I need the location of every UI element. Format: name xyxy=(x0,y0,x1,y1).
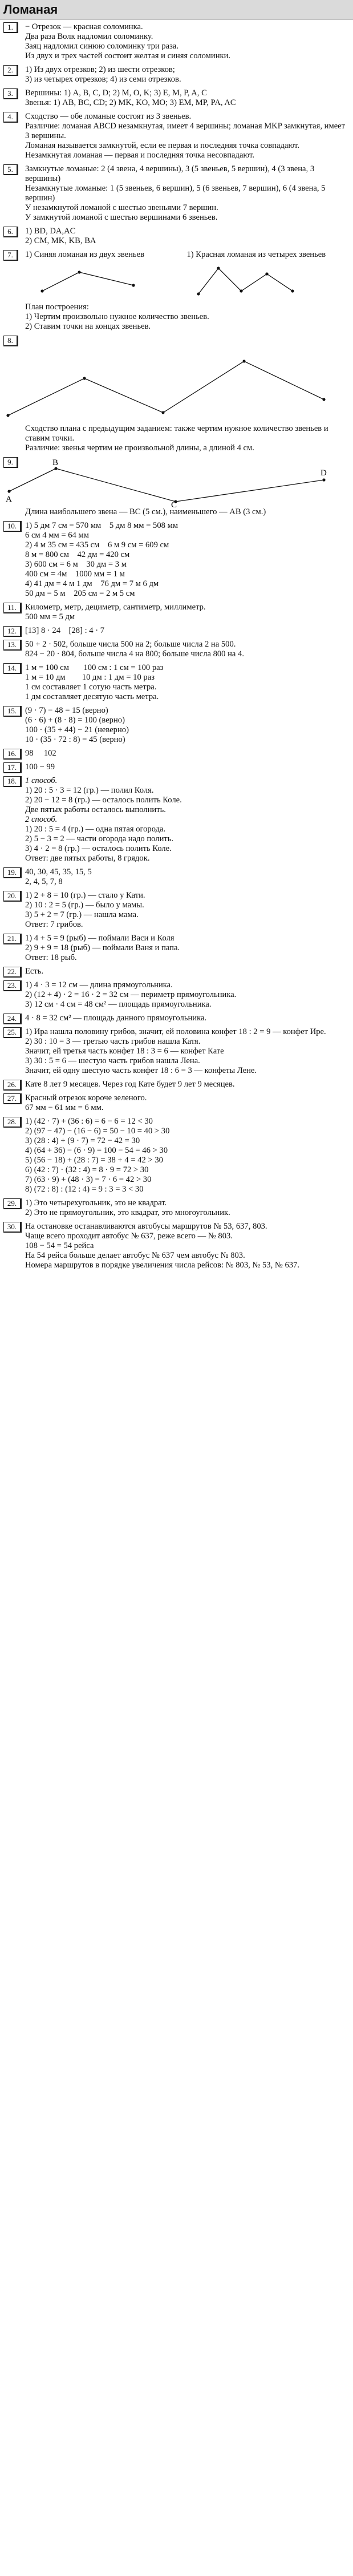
solution-line: 8 м = 800 см 42 дм = 420 см xyxy=(25,550,130,559)
solution-line: 50 дм = 5 м 205 см = 2 м 5 см xyxy=(25,589,135,598)
solution-line: 500 мм = 5 дм xyxy=(25,612,75,621)
task-16 xyxy=(0,746,353,760)
solution-line: 40, 30, 45, 35, 15, 5 xyxy=(25,867,92,877)
solution-line: Сходство — обе ломаные состоят из 3 звеньев. xyxy=(25,112,192,121)
solution-line: 1) 2 + 8 = 10 (гр.) — стало у Кати. xyxy=(25,891,145,900)
solution-line: 6) (42 : 7) · (32 : 4) = 8 · 9 = 72 > 30 xyxy=(25,1165,149,1174)
task-number: 13. xyxy=(3,640,22,651)
solution-line: 1) Ира нашла половину грибов, значит, ей половина конфет 18 : 2 = 9 — конфет Ире. xyxy=(25,1027,326,1036)
red-polyline-drawing xyxy=(187,260,335,300)
task-number: 2. xyxy=(3,65,18,76)
solution-line: 2) 20 − 12 = 8 (гр.) — осталось полить Коле. xyxy=(25,796,182,805)
task-26 xyxy=(0,1077,353,1091)
solution-line: 2) 4 м 35 см = 435 см 6 м 9 см = 609 см xyxy=(25,540,169,550)
solution-line: 400 см = 4м 1000 мм = 1 м xyxy=(25,570,125,579)
solution-line: 1) 4 · 3 = 12 см — длина прямоугольника. xyxy=(25,980,173,990)
task-17 xyxy=(0,760,353,774)
solution-line: 108 − 54 = 54 рейса xyxy=(25,1241,94,1250)
solution-line: Километр, метр, дециметр, сантиметр, миллиметр. xyxy=(25,603,206,612)
task-14 xyxy=(0,661,353,704)
solution-line: Ответ: две пятых работы, 8 грядок. xyxy=(25,854,150,863)
task-6 xyxy=(0,224,353,248)
solution-line: 2) 5 − 3 = 2 — части огорода надо полить. xyxy=(25,834,174,843)
task-number: 6. xyxy=(3,227,18,237)
solution-line: Сходство плана с предыдущим заданием: также чертим нужное количество звеньев и ставим точки. xyxy=(25,424,331,443)
vertex-point xyxy=(322,478,325,481)
task-9 xyxy=(0,455,353,519)
solution-line: Ответ: 18 рыб. xyxy=(25,953,77,962)
vertex-label-c: C xyxy=(171,500,177,507)
solution-line: 10 · (35 · 72 : 8) = 45 (верно) xyxy=(25,735,125,744)
vertex-point xyxy=(54,467,57,470)
solution-line: Ломаная называется замкнутой, если ее первая и последняя точка совпадают. xyxy=(25,141,299,150)
solution-line: 1) Это четырехугольник, это не квадрат. xyxy=(25,1198,167,1208)
solution-line: 2) (12 + 4) · 2 = 16 · 2 = 32 см — периметр прямоугольника. xyxy=(25,990,237,999)
vertex-point xyxy=(6,414,9,417)
caption-red-polyline: 1) Красная ломаная из четырех звеньев xyxy=(186,250,326,259)
task-number: 4. xyxy=(3,112,18,123)
task-19 xyxy=(0,865,353,889)
vertex-point xyxy=(132,284,135,286)
solution-line: 3) 600 см = 6 м 30 дм = 3 м xyxy=(25,560,127,569)
solution-line: Значит, ей третья часть конфет 18 : 3 = 6 — конфет Кате xyxy=(25,1047,224,1056)
solution-line: Незамкнутая ломаная — первая и последняя точка несовпадают. xyxy=(25,151,255,160)
solution-line: Вершины: 1) A, B, C, D; 2) M, O, K; 3) E, M, P, A, C xyxy=(25,88,207,98)
task-20 xyxy=(0,889,353,931)
vertex-point xyxy=(242,360,245,362)
solution-line: − Отрезок — красная соломинка. xyxy=(25,22,143,31)
solution-line: 1) 5 дм 7 см = 570 мм 5 дм 8 мм = 508 мм xyxy=(25,521,178,530)
task-number: 20. xyxy=(3,891,22,902)
solution-line: 2) Это не прямоугольник, это квадрат, это многоугольник. xyxy=(25,1208,230,1217)
task-23 xyxy=(0,978,353,1011)
solution-line: 1) Из двух отрезков; 2) из шести отрезков; xyxy=(25,65,175,74)
solution-line: 2, 4, 5, 7, 8 xyxy=(25,877,63,886)
solution-line: 3) 30 : 5 = 6 — шестую часть грибов нашла Лена. xyxy=(25,1056,200,1065)
task-8 xyxy=(0,333,353,455)
solution-line: Длина наибольшего звена — BC (5 см.), наименьшего — AB (3 см.) xyxy=(25,507,266,516)
task-4 xyxy=(0,110,353,162)
caption-blue-polyline: 1) Синяя ломаная из двух звеньев xyxy=(25,250,144,259)
solution-line: Замкнутые ломаные: 2 (4 звена, 4 вершины), 3 (5 звеньев, 5 вершин), 4 (3 звена, 3 вершины) xyxy=(25,164,317,183)
vertex-label-b: B xyxy=(52,458,59,467)
solution-line: 3) 4 · 2 = 8 (гр.) — осталось полить Коле. xyxy=(25,844,172,853)
solution-line: 1 м = 10 дм 10 дм : 1 дм = 10 раз xyxy=(25,673,155,682)
task-number: 17. xyxy=(3,762,22,773)
task-10 xyxy=(0,519,353,600)
red-polyline xyxy=(198,268,293,294)
solution-line: 1) 20 : 5 · 3 = 12 (гр.) — полил Коля. xyxy=(25,786,154,795)
task-number: 16. xyxy=(3,749,22,760)
task-number: 28. xyxy=(3,1117,22,1128)
task-number: 8. xyxy=(3,336,18,346)
column-right xyxy=(187,250,349,302)
task-number: 14. xyxy=(3,663,22,674)
solution-line: 6 см 4 мм = 64 мм xyxy=(25,531,89,540)
solution-line: Значит, ей одну шестую часть конфет 18 : 6 = 3 — конфеты Лене. xyxy=(25,1066,257,1075)
solution-line: Ответ: 7 грибов. xyxy=(25,920,83,929)
vertex-point xyxy=(265,272,268,275)
solution-line: 1) BD, DA,AC xyxy=(25,227,76,236)
task-28 xyxy=(0,1115,353,1196)
vertex-point xyxy=(161,411,164,414)
task-27 xyxy=(0,1091,353,1115)
solution-line: 67 мм − 61 мм = 6 мм. xyxy=(25,1103,104,1112)
task-22 xyxy=(0,964,353,978)
solution-line: [13] 8 · 24 [28] : 4 · 7 xyxy=(25,626,105,635)
task-number: 30. xyxy=(3,1222,22,1233)
polyline-abcd xyxy=(9,469,324,502)
solution-line: У замкнутой ломаной с шестью вершинами 6 звеньев. xyxy=(25,213,218,222)
solution-line: 7) (63 · 9) + (48 · 3) = 7 · 6 = 42 > 30 xyxy=(25,1175,152,1184)
solution-line: 3) из четырех отрезков; 4) из семи отрезков. xyxy=(25,75,181,84)
task-11 xyxy=(0,600,353,624)
solution-line: Заяц надломил синюю соломинку три раза. xyxy=(25,42,179,51)
solution-line: Кате 8 лет 9 месяцев. Через год Кате будет 9 лет 9 месяцев. xyxy=(25,1080,235,1089)
polyline-abcd-drawing xyxy=(5,457,328,507)
solution-line: 3) 12 см · 4 см = 48 см² — площадь прямоугольника. xyxy=(25,1000,212,1009)
solution-line: 2) 30 : 10 = 3 — третью часть грибов нашла Катя. xyxy=(25,1037,201,1046)
solution-line: 100 − 99 xyxy=(25,762,55,772)
solution-line: 3) 5 + 2 = 7 (гр.) — нашла мама. xyxy=(25,910,139,919)
solution-line: У незамкнутой ломаной с шестью звеньями 7 вершин. xyxy=(25,203,218,212)
task-24 xyxy=(0,1011,353,1025)
solution-line: Различие: звенья чертим не произвольной длины, а длиной 4 см. xyxy=(25,443,254,453)
solution-line: На остановке останавливаются автобусы маршрутов № 53, 637, 803. xyxy=(25,1222,267,1231)
solution-line: Красный отрезок короче зеленого. xyxy=(25,1093,147,1103)
task-25 xyxy=(0,1025,353,1077)
solution-line: 50 + 2 · 502, больше числа 500 на 2; больше числа 2 на 500. xyxy=(25,640,236,649)
solution-line: 4) 41 дм = 4 м 1 дм 76 дм = 7 м 6 дм xyxy=(25,579,159,588)
task-number: 18. xyxy=(3,776,22,787)
solution-line: 100 · (35 + 44) − 21 (неверно) xyxy=(25,725,129,734)
vertex-label-d: D xyxy=(320,469,327,478)
task-number: 26. xyxy=(3,1080,22,1091)
solution-line: 8) (72 : 8) : (12 : 4) = 9 : 3 = 3 < 30 xyxy=(25,1185,144,1194)
vertex-point xyxy=(240,289,242,292)
solution-line: План построения: xyxy=(25,302,89,312)
solution-line: 1) (42 · 7) + (36 : 6) = 6 − 6 = 12 < 30 xyxy=(25,1117,153,1126)
vertex-point xyxy=(322,398,325,401)
vertex-point xyxy=(7,490,10,492)
column-left xyxy=(25,250,187,302)
solution-line: Номера маршрутов в порядке увеличения числа рейсов: № 803, № 53, № 637. xyxy=(25,1261,299,1270)
task-number: 9. xyxy=(3,457,18,468)
task-18 xyxy=(0,774,353,865)
task-number: 19. xyxy=(3,867,22,878)
solution-line: Есть. xyxy=(25,967,44,976)
task-number: 11. xyxy=(3,603,22,613)
task-number: 10. xyxy=(3,521,22,532)
blue-polyline-drawing xyxy=(25,260,173,300)
solution-line: Чаще всего проходит автобус № 637, реже всего — № 803. xyxy=(25,1232,233,1241)
task-7 xyxy=(0,248,353,333)
task-15 xyxy=(0,704,353,746)
solution-line: (9 · 7) − 48 = 15 (верно) xyxy=(25,706,108,715)
solution-line: 2) 9 + 9 = 18 (рыб) — поймали Ваня и папа. xyxy=(25,943,180,952)
task-number: 15. xyxy=(3,706,22,717)
solution-line: 98 102 xyxy=(25,749,56,758)
two-columns xyxy=(25,250,348,302)
solution-line: 1 см составляет 1 сотую часть метра. xyxy=(25,683,157,692)
solution-line: 5) (56 − 18) + (28 : 7) = 38 + 4 = 42 > 30 xyxy=(25,1156,163,1165)
task-number: 3. xyxy=(3,88,18,99)
solution-line: 2) CM, MK, KB, BA xyxy=(25,236,96,245)
solution-line: 1 дм составляет десятую часть метра. xyxy=(25,692,159,701)
task-number: 27. xyxy=(3,1093,22,1104)
solution-line: На 54 рейса больше делает автобус № 637 чем автобус № 803. xyxy=(25,1251,245,1260)
solution-line: (6 · 6) + (8 · 8) = 100 (верно) xyxy=(25,716,125,725)
task-number: 12. xyxy=(3,626,22,637)
vertex-label-a: A xyxy=(6,495,12,504)
task-number: 22. xyxy=(3,967,22,978)
task-5 xyxy=(0,162,353,224)
task-29 xyxy=(0,1196,353,1220)
task-30 xyxy=(0,1220,353,1272)
solution-line: 4 · 8 = 32 см² — площадь данного прямоугольника. xyxy=(25,1014,207,1023)
task-number: 23. xyxy=(3,980,22,991)
solution-line: Звенья: 1) AB, BC, CD; 2) MK, KO, MO; 3) EM, MP, PA, AC xyxy=(25,98,236,107)
solution-line: Различие: ломаная ABCD незамкнутая, имеет 4 вершины; ломаная MKP замкнутая, имеет 3 вершины. xyxy=(25,122,347,140)
task-number: 5. xyxy=(3,164,18,175)
task-12 xyxy=(0,624,353,637)
solution-line: Незамкнутые ломаные: 1 (5 звеньев, 6 вершин), 5 (6 звеньев, 7 вершин), 6 (4 звена, 5 вершин) xyxy=(25,184,328,203)
task-number: 7. xyxy=(3,250,18,261)
vertex-point xyxy=(291,289,294,292)
vertex-point xyxy=(40,289,43,292)
solution-line: Из двух и трех частей состоит желтая и синяя соломинки. xyxy=(25,51,231,60)
solution-line: 2) (97 − 47) − (16 − 6) = 50 − 10 = 40 > 30 xyxy=(25,1127,170,1136)
solution-line: 1) 4 + 5 = 9 (рыб) — поймали Васи и Коля xyxy=(25,934,175,943)
page-title: Ломаная xyxy=(0,0,353,20)
solution-line: 1) Чертим произвольно нужное количество звеньев. xyxy=(25,312,209,321)
solution-line: 1 способ. xyxy=(25,776,58,785)
task-1 xyxy=(0,20,353,63)
blue-polyline xyxy=(42,272,133,291)
solution-line: 1 м = 100 см 100 см : 1 см = 100 раз xyxy=(25,663,164,672)
solution-line: 2) 10 : 2 = 5 (гр.) — было у мамы. xyxy=(25,901,144,910)
task-number: 1. xyxy=(3,22,18,33)
polyline-4cm xyxy=(8,361,324,415)
vertex-point xyxy=(217,267,220,269)
vertex-point xyxy=(78,270,80,273)
solution-line: 2) Ставим точки на концах звеньев. xyxy=(25,322,151,331)
solution-line: 3) (28 : 4) + (9 · 7) = 72 − 42 = 30 xyxy=(25,1136,140,1145)
solution-line: Две пятых работы осталось выполнить. xyxy=(25,805,166,814)
task-21 xyxy=(0,931,353,964)
solutions-list xyxy=(0,20,353,1272)
solution-line: 2 способ. xyxy=(25,815,58,824)
task-2 xyxy=(0,63,353,86)
solution-line: 824 − 20 · 804, больше числа 4 на 800; больше числа 800 на 4. xyxy=(25,649,244,659)
task-number: 25. xyxy=(3,1027,22,1038)
task-13 xyxy=(0,637,353,661)
task-3 xyxy=(0,86,353,110)
task-number: 21. xyxy=(3,934,22,944)
task-number: 29. xyxy=(3,1198,22,1209)
vertex-point xyxy=(83,377,86,379)
solution-line: 4) (64 + 36) − (6 · 9) = 100 − 54 = 46 > 30 xyxy=(25,1146,168,1155)
vertex-point xyxy=(197,292,200,295)
solution-line: 1) 20 : 5 = 4 (гр.) — одна пятая огорода. xyxy=(25,825,166,834)
solution-line: Два раза Волк надломил соломинку. xyxy=(25,32,153,41)
polyline-4cm-drawing xyxy=(5,336,328,424)
task-number: 24. xyxy=(3,1014,22,1024)
